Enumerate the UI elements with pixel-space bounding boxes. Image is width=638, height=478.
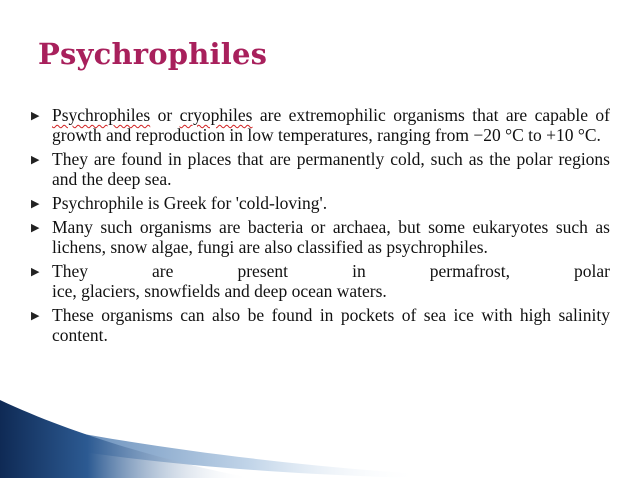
bullet-text: Many such organisms are bacteria or archaea, but some eukaryotes such as lichens, snow algae, fungi are also classified as psychrophiles.: [52, 217, 610, 257]
bullet-arrow-icon: ▶: [31, 265, 40, 278]
term-cryophiles: cryophiles: [179, 105, 253, 125]
bullet-text: These organisms can also be found in pockets of sea ice with high salinity content.: [52, 305, 610, 345]
bullet-list: [31, 105, 610, 349]
term-psychrophiles: Psychrophiles: [52, 105, 151, 125]
bullet-rest-text: are extremophilic organisms that are capable of growth and reproduction in low temperatures, ranging from −20 °C to +10 °C.: [52, 105, 610, 145]
bullet-line-1: They are present in permafrost, polar: [52, 261, 610, 281]
bullet-item: [31, 193, 610, 213]
slide-title: Psychrophiles: [38, 37, 268, 71]
bullet-text: They are found in places that are permanently cold, such as the polar regions and the deep sea.: [52, 149, 610, 189]
bullet-arrow-icon: ▶: [31, 197, 40, 210]
bullet-line-2: ice, glaciers, snowfields and deep ocean waters.: [52, 281, 387, 301]
bullet-item: [31, 105, 610, 145]
bullet-text: Psychrophile is Greek for 'cold-loving'.: [52, 193, 328, 213]
bullet-item: [31, 261, 610, 301]
term-joiner: or: [150, 105, 180, 125]
bullet-item: [31, 149, 610, 189]
bullet-arrow-icon: ▶: [31, 109, 40, 122]
bullet-arrow-icon: ▶: [31, 309, 40, 322]
bullet-item: [31, 217, 610, 257]
corner-swoosh-decoration: [0, 388, 638, 478]
bullet-arrow-icon: ▶: [31, 221, 40, 234]
bullet-arrow-icon: ▶: [31, 153, 40, 166]
bullet-text: [52, 105, 610, 145]
bullet-item: [31, 305, 610, 345]
